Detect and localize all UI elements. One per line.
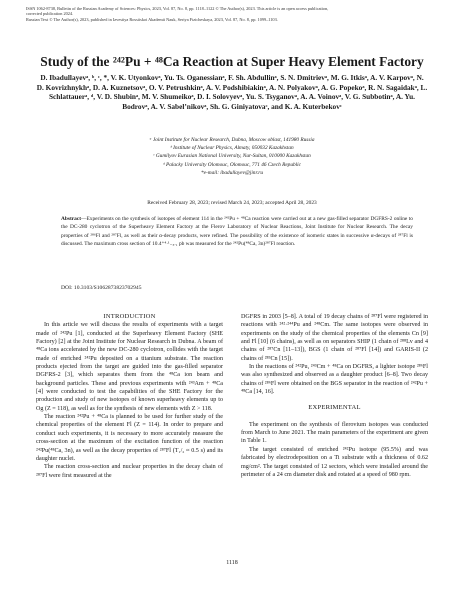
doi: DOI: 10.3103/S1062873823702945 [61, 285, 142, 291]
paragraph: The target consisted of enriched ²⁴²Pu isotope (95.5%) and was fabricated by electrodeposition on a Ti substrate with a thickness of 0.62 mg/cm². The target consisted of 12 sectors, which were installed around the perimeter of a 24 cm diameter disk and rotated at a speed of 980 rpm. [241, 446, 428, 478]
journal-header [26, 6, 446, 22]
journal-header-line: corrected publication 2024. [26, 11, 74, 17]
journal-header-line: ISSN 1062-8738, Bulletin of the Russian Academy of Sciences: Physics, 2023, Vol. 87, No. 8, pp. 1118–1122 © The Author(s), 2023. This article is an open access publication, [26, 6, 329, 11]
paragraph: In this article we will discuss the results of experiments with a target made of ²⁴²Pu [1], conducted at the Superheavy Element Factory (SHE Factory) [2] at the Joint Institute for Nuclear Research in Dubna. A beam of ⁴⁸Ca ions accelerated by the new DC-280 cyclotron, collides with the target made of enriched ²⁴²Pu deposited on a titanium substrate. The reaction products ejected from the target are guided into the gas-filled separator DGFRS-2 [3], which separates them from the ⁴⁸Ca ion beam and background particles. These and previous experiments with ²⁴³Am + ⁴⁸Ca [4] were conducted to test the capabilities of the SHE Factory for the production and study of new isotopes of known superheavy elements up to Og (Z = 118), as well as for the synthesis of new elements with Z > 118. [36, 322, 223, 412]
affiliation: ᵃ Joint Institute for Nuclear Research, Dubna, Moscow oblast, 141980 Russia [149, 137, 315, 143]
affiliation: ᵈ Palacky University Olomouc, Olomouc, 771 46 Czech Republic [163, 161, 301, 168]
paragraph: DGFRS in 2003 [5–8]. A total of 19 decay chains of ²⁸⁷Fl were registered in reactions with ²⁴²·²⁴⁴Pu and ²⁴⁸Cm. The same isotopes were observed in experiments on the study of the chemical properties of the elements Cn [9] and Fl [10] (6 chains), as well as on separators SHIP (1 chain of ²⁸⁸Lv and 4 chains of ²⁸⁷Cn [11–13]), BGS (1 chain of ²⁸⁷Fl [14]) and GARIS-II (2 chains of ²⁸³Cn [15]). [241, 314, 428, 362]
page-number: 1118 [226, 560, 238, 566]
abstract-text: —Experiments on the synthesis of isotopes of element 114 in the ²⁴²Pu + ⁴⁸Ca reaction were carried out at a new gas-filled separator DGFRS-2 online to the DC-280 cyclotron of the Superheavy Element Factory at the Flerov Laboratory of Nuclear Reactions, Joint Institute for Nuclear Research. The decay properties of ²⁸⁶Fl and ²⁸⁷Fl, as well as their α-decay products, were refined. The possibility of the existence of isomeric states in successive α-decays of ²⁸⁷Fl is discussed. The maximum cross section of 10.4⁺⁴·¹₋₃.₁ pb was measured for the ²⁴²Pu(⁴⁸Ca, 3n)²⁸⁷Fl reaction. [61, 216, 413, 247]
right-column [241, 313, 428, 479]
affiliation: ᵇ Institute of Nuclear Physics, Almaty, 050032 Kazakhstan [170, 145, 294, 152]
received-dates: Received February 28, 2023; revised March 24, 2023; accepted April 28, 2023 [147, 200, 317, 206]
section-heading-introduction: INTRODUCTION [103, 313, 156, 320]
affiliation: ᶜ Gumilyov Eurasian National University, Nur-Sultan, 010000 Kazakhstan [153, 153, 311, 160]
paragraph: The experiment on the synthesis of flerovium isotopes was conducted from March to June 2021. The main parameters of the experiment are given in Table 1. [241, 421, 428, 445]
paragraph: The reaction ²⁴²Pu + ⁴⁸Ca is planned to be used for further study of the chemical properties of the element Fl (Z = 114). In order to prepare and conduct such experiments, it is necessary to more accurately measure the cross-section at the maximum of the excitation function of the reaction ²⁴²Pu(⁴⁸Ca, 3n), as well as the decay properties of ²⁸⁷Fl (T₁/₂ ≈ 0.5 s) and its daughter nuclei. [36, 414, 223, 462]
left-column [36, 313, 223, 480]
contact-email: *e-mail: ibadullayev@jinr.ru [201, 169, 263, 176]
article-title: Study of the ²⁴²Pu + ⁴⁸Ca Reaction at Super Heavy Element Factory [40, 54, 424, 69]
affiliations [36, 136, 428, 177]
abstract-label: Abstract [61, 216, 82, 222]
author-list: D. Ibadullayevᵃ, ᵇ, ᶜ, *, V. K. Utyonkovᵃ, Yu. Ts. Oganessianᵃ, F. Sh. Abdullinᵃ, S. N. Dmitrievᵃ, M. G. Itkisᵃ, A. V. Karpovᵃ, N. D. Kovrizhnykhᵃ, D. A. Kuznetsovᵃ, O. V. Petrushkinᵃ, A. V. Podshibiakinᵃ, A. N. Polyakovᵃ, A. G. Popekoᵃ, R. N. Sagaidakᵃ, L. Schlattauerᵃ, ᵈ, V. D. Shubinᵃ, M. V. Shumeikoᵃ, D. I. Solovyevᵃ, Yu. S. Tsyganovᵃ, A. A. Voinovᵃ, V. G. Subbotinᵃ, A. Yu. Bodrovᵃ, A. V. Sabel’nikovᵃ, Sh. G. Giniyatovaᶜ, and K. A. Kuterbekovᶜ [36, 73, 428, 111]
journal-header-line: Russian Text © The Author(s), 2023, published in Izvestiya Rossiiskoi Akademii Nauk, Seriya Fizicheskaya, 2023, Vol. 87, No. 8, pp. 1099–1103. [26, 16, 278, 22]
section-heading-experimental: EXPERIMENTAL [308, 404, 361, 412]
paragraph: The reaction cross-section and nuclear properties in the decay chain of ²⁸⁷Fl were first measured at the [36, 464, 223, 479]
abstract [61, 215, 413, 248]
paragraph: In the reactions of ²⁴²Pu, ²⁴³Cm + ⁴⁸Ca on DGFRS, a lighter isotope ²⁸⁶Fl was also synthesized and observed as a daughter product [6–8]. Two decay chains of ²⁸⁶Fl were obtained on the BGS separator in the reaction of ²⁴²Pu + ⁴⁸Ca [14, 16]. [241, 364, 428, 396]
